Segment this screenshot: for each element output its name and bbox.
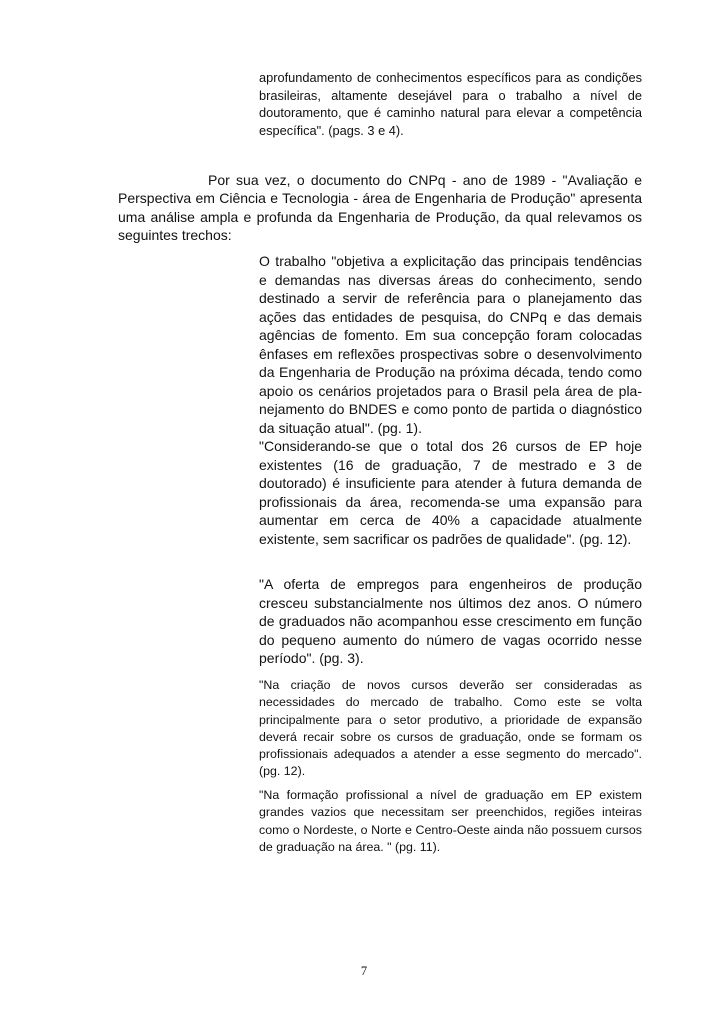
quote-objective: O trabalho "objetiva a explicitação das principais tendências e demandas nas diversas áreas do conhecimento, sendo destinado a servir de referência para o planejamento das ações das entidades de pesquisa, do CNPq e das demais agências de fomento. Em sua concepção foram colocadas ênfases em reflexões prospectivas sobre o desenvolvimento da Engenharia de Produção na próxima década, tendo como apoio os cenários projetados para o Brasil pela área de pla- nejamento do BNDES e como ponto de partida o diagnóstico da situação atual". (pg. 1).	[259, 253, 642, 436]
quote-training-gaps: "Na formação profissional a nível de graduação em EP existem grandes vazios que necessitam ser preenchidos, regiões inteiras como o Nordeste, o Norte e Centro-Oeste ainda não possuem cursos de graduação na área. " (pg. 11).	[259, 788, 642, 854]
page-number: 7	[360, 964, 368, 978]
quote-expansion: "Considerando-se que o total dos 26 cursos de EP hoje existentes (16 de graduação, 7 de mestrado e 3 de doutorado) é insuficiente para atender à futura demanda de profissionais da área, recomenda-se uma expansão para aumentar em cerca de 40% a capacidade atualmente existente, sem sacrificar os padrões de qualidade". (pg. 12).	[259, 438, 642, 547]
quote-new-courses: "Na criação de novos cursos deverão ser consideradas as necessidades do mercado de trabalho. Como este se volta principalmente para o setor produtivo, a prioridade de expansão deverá recair sobre os cursos de graduação, onde se formam os profissionais adequados a atender a esse segmento do mercado". (pg. 12).	[259, 678, 642, 779]
quote-employment: "A oferta de empregos para engenheiros de produção cresceu substancialmente nos últimos dez anos. O número de graduados não acompanhou esse crescimento em função do pequeno aumento do número de vagas ocorrido nesse período". (pg. 3).	[259, 576, 642, 666]
body-paragraph-text: Por sua vez, o documento do CNPq - ano de 1989 - "Avaliação e Perspectiva em Ciência e Tecnologia - área de Engenharia de Produção" apresenta uma análise ampla e profunda da Engenharia de Produção, da qual relevamos os seguintes trechos:	[118, 172, 642, 243]
quote-continuation: aprofundamento de conhecimentos específicos para as condições brasileiras, altamente desejável para o trabalho a nível de doutoramento, que é caminho natural para elevar a competência específica". (pags. 3 e 4).	[259, 70, 642, 138]
body-paragraph	[118, 171, 642, 244]
